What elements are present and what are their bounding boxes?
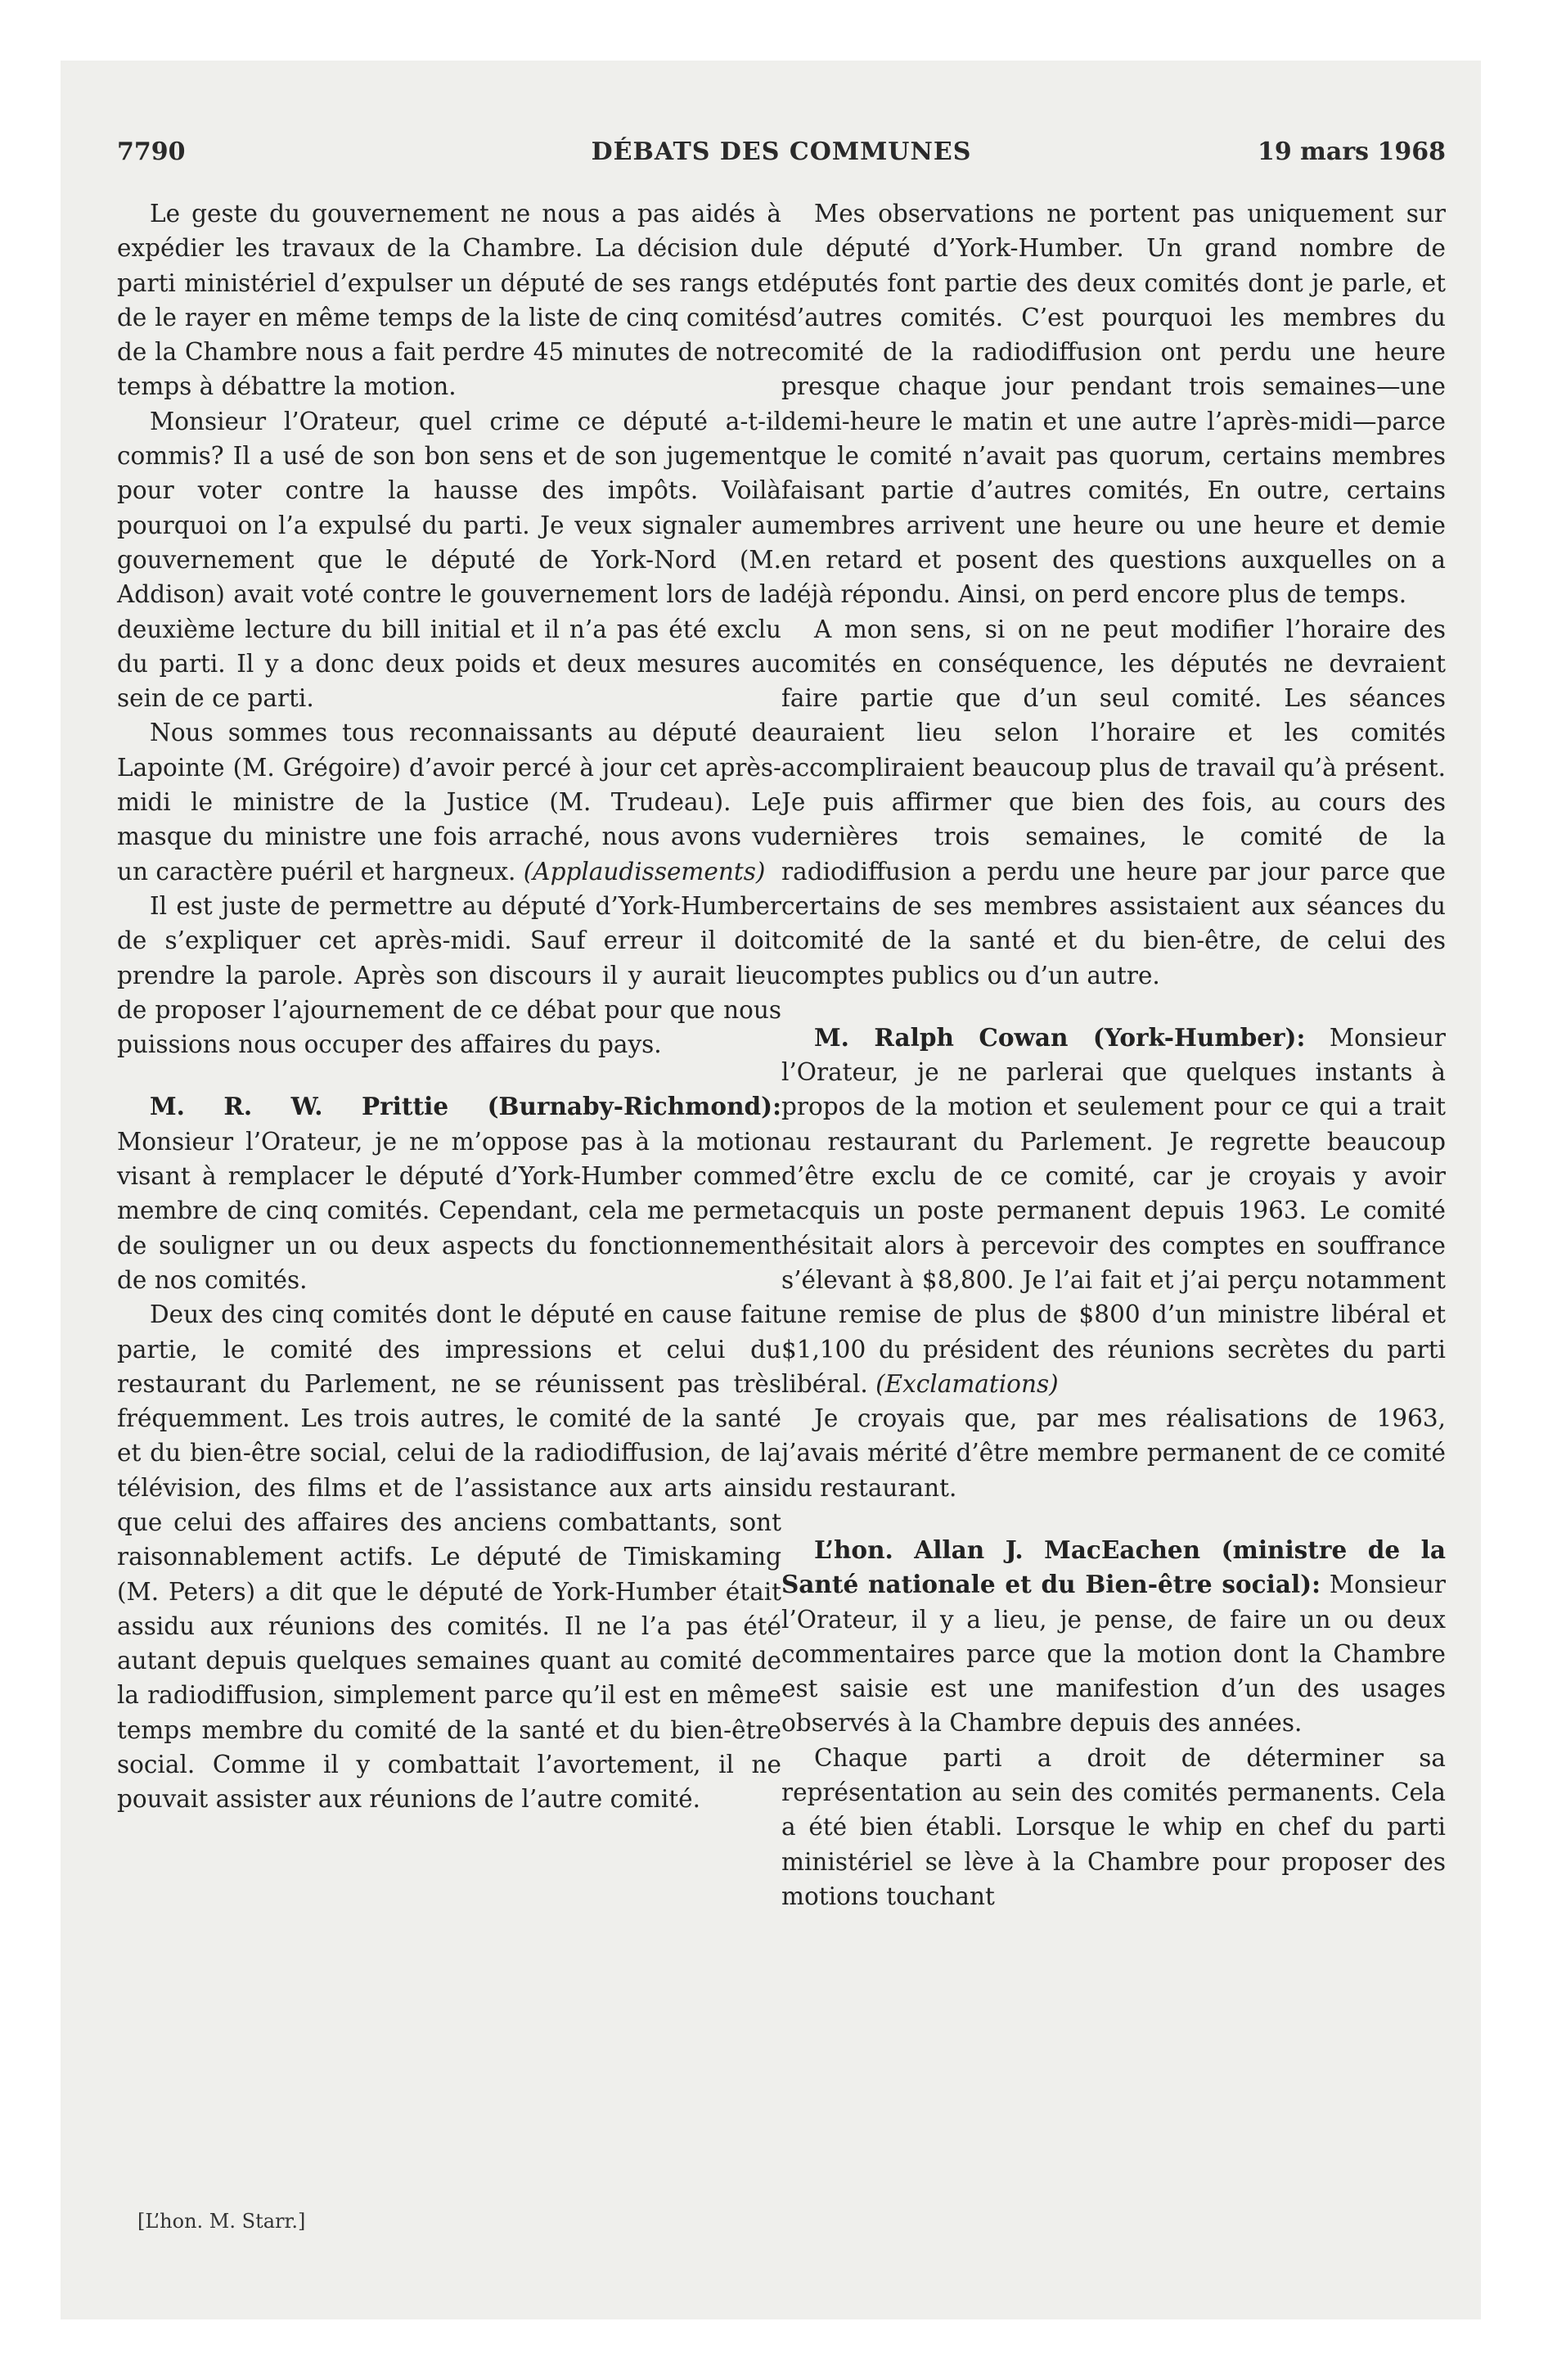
speech xyxy=(781,1533,1446,1741)
paragraph: Monsieur l’Orateur, quel crime ce député a-t-il commis? Il a usé de son bon sens et de son jugement pour voter contre la hausse des impôts. Voilà pourquoi on l’a expulsé du parti. Je veux signaler au gouvernement que le député de York-Nord (M. Addison) avait voté contre le gouvernement lors de la deuxième lecture du bill initial et il n’a pas été exclu du parti. Il y a donc deux poids et deux mesures au sein de ce parti. xyxy=(117,407,781,713)
speaker-name: L’hon. Allan J. MacEachen (ministre de la Santé nationale et du Bien-être social): xyxy=(781,1535,1446,1599)
paragraph-text: Nous sommes tous reconnaissants au député de Lapointe (M. Grégoire) d’avoir percé à jour cet après-midi le ministre de la Justice (M. Trudeau). Le masque du ministre une fois arraché, nous avons vu un caractère puéril et hargneux. xyxy=(117,719,781,886)
page-header xyxy=(117,137,1446,170)
speaker-name: M. R. W. Prittie (Burnaby-Richmond): xyxy=(150,1092,781,1121)
speech xyxy=(117,1089,781,1297)
speech xyxy=(781,1021,1446,1401)
page-date: 19 mars 1968 xyxy=(1257,137,1446,166)
paragraph: Je croyais que, par mes réalisations de 1963, j’avais mérité d’être membre permanent de ce comité du restaurant. xyxy=(781,1404,1446,1502)
paragraph: Mes observations ne portent pas uniquement sur le député d’York-Humber. Un grand nombre de députés font partie des deux comités dont je parle, et d’autres comités. C’est pourquoi les membres du comité de la radiodiffusion ont perdu une heure presque chaque jour pendant trois semaines—une demi-heure le matin et une autre l’après-midi—parce que le comité n’avait pas quorum, certains membres faisant partie d’autres comités, En outre, certains membres arrivent une heure ou une heure et demie en retard et posent des questions auxquelles on a déjà répondu. Ainsi, on perd encore plus de temps. xyxy=(781,200,1446,609)
page-number: 7790 xyxy=(117,137,186,166)
exclamations-note: (Exclamations) xyxy=(875,1369,1059,1398)
speaker-name: M. Ralph Cowan (York-Humber): xyxy=(814,1022,1306,1052)
paragraph: A mon sens, si on ne peut modifier l’horaire des comités en conséquence, les députés ne devraient faire partie que d’un seul comité. Les séances auraient lieu selon l’horaire et les comités accompliraient beaucoup plus de travail qu’à présent. Je puis affirmer que bien des fois, au cours des dernières trois semaines, le comité de la radiodiffusion a perdu une heure par jour parce que certains de ses membres assistaient aux séances du comité de la santé et du bien-être, de celui des comptes publics ou d’un autre. xyxy=(781,615,1446,989)
speech-text: Monsieur l’Orateur, il y a lieu, je pense, de faire un ou deux commentaires parce que la motion dont la Chambre est saisie est une manifestion d’un des usages observés à la Chambre depuis des années. xyxy=(781,1571,1446,1738)
footer-speaker-tag: [L’hon. M. Starr.] xyxy=(137,2210,306,2233)
paragraph xyxy=(117,715,781,888)
paragraph: Il est juste de permettre au député d’York-Humber de s’expliquer cet après-midi. Sauf erreur il doit prendre la parole. Après son discours il y aurait lieu de proposer l’ajournement de ce débat pour que nous puissions nous occuper des affaires du pays. xyxy=(117,891,781,1059)
journal-title: DÉBATS DES COMMUNES xyxy=(591,137,972,166)
paragraph: Chaque parti a droit de déterminer sa représentation au sein des comités permanents. Cela a été bien établi. Lorsque le whip en chef du parti ministériel se lève à la Chambre pour proposer des motions touchant xyxy=(781,1743,1446,1910)
applause-note: (Applaudissements) xyxy=(523,857,766,886)
speech-text: Monsieur l’Orateur, je ne m’oppose pas à la motion visant à remplacer le député d’York-Humber comme membre de cinq comités. Cependant, cela me permet de souligner un ou deux aspects du fonctionnement de nos comités. xyxy=(117,1127,781,1294)
paragraph: Le geste du gouvernement ne nous a pas aidés à expédier les travaux de la Chambre. La décision du parti ministériel d’expulser un député de ses rangs et de le rayer en même temps de la liste de cinq comités de la Chambre nous a fait perdre 45 minutes de notre temps à débattre la motion. xyxy=(117,200,781,401)
right-column xyxy=(781,196,1446,1913)
speech-text: Monsieur l’Orateur, je ne parlerai que quelques instants à propos de la motion et seulement pour ce qui a trait au restaurant du Parlement. Je regrette beaucoup d’être exclu de ce comité, car je croyais y avoir acquis un poste permanent depuis 1963. Le comité hésitait alors à percevoir des comptes en souffrance s’élevant à $8,800. Je l’ai fait et j’ai perçu notamment une remise de plus de $800 d’un ministre libéral et $1,100 du président des réunions secrètes du parti libéral. xyxy=(781,1023,1446,1398)
left-column xyxy=(117,196,781,1817)
paragraph: Deux des cinq comités dont le député en cause fait partie, le comité des impressions et celui du restaurant du Parlement, ne se réunissent pas très fréquemment. Les trois autres, le comité de la santé et du bien-être social, celui de la radiodiffusion, de la télévision, des films et de l’assistance aux arts ainsi que celui des affaires des anciens combattants, sont raisonnablement actifs. Le député de Timiskaming (M. Peters) a dit que le député de York-Humber était assidu aux réunions des comités. Il ne l’a pas été autant depuis quelques semaines quant au comité de la radiodiffusion, simplement parce qu’il est en même temps membre du comité de la santé et du bien-être social. Comme il y combattait l’avortement, il ne pouvait assister aux réunions de l’autre comité. xyxy=(117,1300,781,1814)
